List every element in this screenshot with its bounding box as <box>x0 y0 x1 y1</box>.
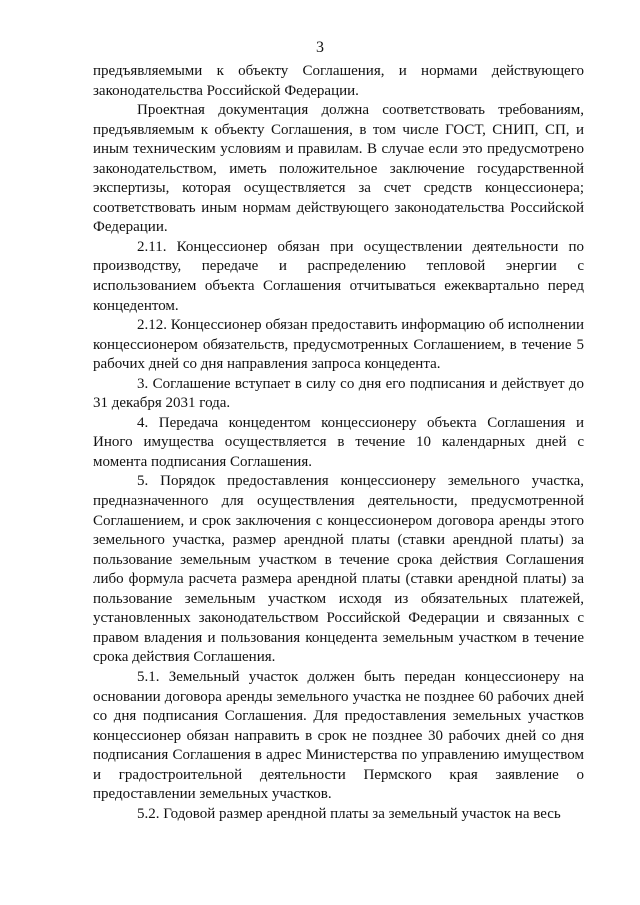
body-text <box>93 62 584 824</box>
paragraph-project-documentation: Проектная документация должна соответствовать требованиям, предъявляемым к объекту Соглашения, в том числе ГОСТ, СНИП, СП, и иным техническим условиям и правилам. В случае если это предусмотрено законодательством, иметь положительное заключение государственной экспертизы, которая осуществляется за счет средств концессионера; соответствовать иным нормам действующего законодательства Российской Федерации. <box>93 102 584 236</box>
paragraph-2-11: 2.11. Концессионер обязан при осуществлении деятельности по производству, передаче и распределению тепловой энергии с использованием объекта Соглашения отчитываться ежеквартально перед концедентом. <box>93 238 584 314</box>
page-number: 3 <box>316 39 324 56</box>
paragraph-5-1: 5.1. Земельный участок должен быть передан концессионеру на основании договора аренды земельного участка не позднее 60 рабочих дней со дня подписания Соглашения. Для предоставления земельных участков концессионер обязан направить в срок не позднее 30 рабочих дней со дня подписания Соглашения в адрес Министерства по управлению имуществом и градостроительной деятельности Пермского края заявление о предоставлении земельных участков. <box>93 668 584 803</box>
paragraph-5: 5. Порядок предоставления концессионеру земельного участка, предназначенного для осуществления деятельности, предусмотренной Соглашением, и срок заключения с концессионером договора аренды этого земельного участка, размер арендной платы (ставки арендной платы) за пользование земельным участком в течение срока действия Соглашения либо формула расчета размера арендной платы (ставки арендной платы) за пользование земельным участком исходя из обязательных платежей, установленных законодательством Российской Федерации и связанных с правом владения и пользования концедента земельным участком в течение срока действия Соглашения. <box>93 473 584 666</box>
paragraph-3: 3. Соглашение вступает в силу со дня его подписания и действует до 31 декабря 2031 года. <box>93 375 584 412</box>
paragraph-continuation: предъявляемыми к объекту Соглашения, и нормами действующего законодательства Российской Федерации. <box>93 63 584 99</box>
paragraph-2-12: 2.12. Концессионер обязан предоставить информацию об исполнении концессионером обязательств, предусмотренных Соглашением, в течение 5 рабочих дней со дня направления запроса концедента. <box>93 317 584 373</box>
paragraph-4: 4. Передача концедентом концессионеру объекта Соглашения и Иного имущества осуществляется в течение 10 календарных дней с момента подписания Соглашения. <box>93 414 584 470</box>
paragraph-5-2: 5.2. Годовой размер арендной платы за земельный участок на весь <box>137 805 561 822</box>
